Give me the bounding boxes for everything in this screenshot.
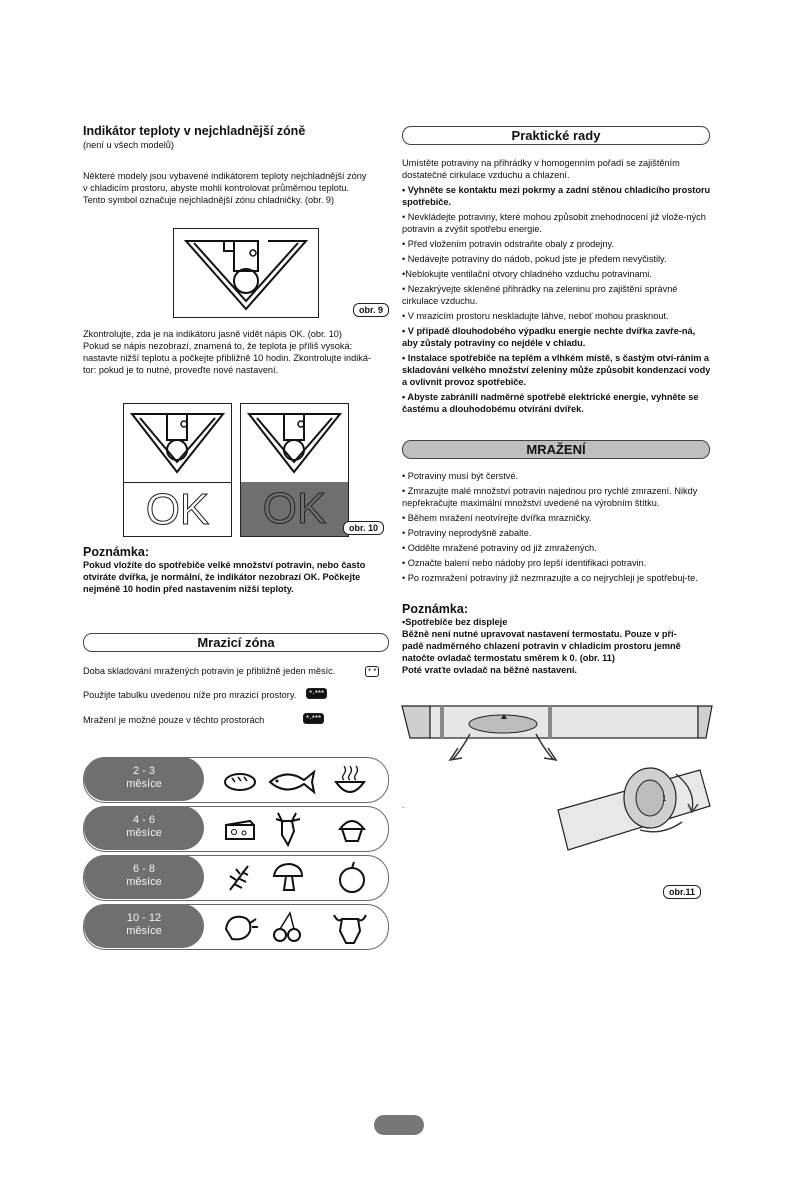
indicator-para-line: Tento symbol označuje nejchladnější zónu chladničky. (obr. 9)	[83, 195, 335, 205]
duration-range: 4 - 6	[132, 814, 155, 826]
cold-zone-indicator-icon	[241, 404, 348, 482]
tip-item: • Instalace spotřebiče na teplém a vlhkém místě, s častým otví-ráním a skladování velkého množství zeleniny může způsobit kondenzaci vody a ovlivnit provoz spotřebiče.	[402, 353, 711, 387]
fig9-tag: obr. 9	[353, 303, 389, 317]
tip-item: • Nedávejte potraviny do nádob, pokud jste je předem nevyčistily.	[402, 254, 667, 264]
indicator-para-line: Některé modely jsou vybavené indikátorem teploty nejchladnější zóny	[83, 171, 367, 181]
apple-icon	[334, 860, 370, 896]
ok-label: OK	[124, 482, 231, 537]
storage-row	[83, 757, 389, 803]
duration-unit: měsíce	[126, 827, 162, 839]
duration-unit: měsíce	[126, 925, 162, 937]
duration-unit: měsíce	[126, 876, 162, 888]
storage-duration-pill	[84, 855, 204, 899]
note-line: natočte ovladač termostatu směrem k 0. (obr. 11)	[402, 653, 615, 663]
cold-zone-indicator-icon	[174, 229, 318, 317]
four-star-icon: *·***	[306, 688, 327, 699]
fig10-tag: obr. 10	[343, 521, 384, 535]
freezer-line-2: Použijte tabulku uvedenou níže pro mrazicí prostory.	[83, 690, 297, 700]
deer-icon	[268, 811, 308, 849]
storage-duration-pill	[84, 806, 204, 850]
freezer-line-1: Doba skladování mražených potravin je přibližně jeden měsíc.	[83, 666, 336, 676]
note-text	[83, 559, 395, 595]
indicator-title: Indikátor teploty v nejchladnější zóně	[83, 124, 306, 138]
storage-duration-pill	[84, 904, 204, 948]
tip-item: • Vyhněte se kontaktu mezi pokrmy a zadní stěnou chladicího prostoru spotřebiče.	[402, 185, 711, 207]
cheese-icon	[222, 811, 258, 847]
tip-item: • V mrazicím prostoru neskladujte láhve, neboť mohou prasknout.	[402, 311, 669, 321]
storage-row	[83, 855, 389, 901]
tips-list	[402, 157, 712, 418]
note-title: Poznámka:	[83, 545, 149, 559]
tip-item: •Neblokujte ventilační otvory chladného vzduchu potravinami.	[402, 269, 652, 279]
cold-zone-indicator-icon	[124, 404, 231, 482]
chicken-icon	[220, 909, 260, 945]
check-para-line: tor: pokud je to nutné, proveďte nové nastavení.	[83, 365, 279, 375]
tip-item: Umístěte potraviny na přihrádky v homogenním pořadí se zajištěním dostatečné cirkulace vzduchu a chlazení.	[402, 158, 680, 180]
two-star-icon: * *	[365, 666, 379, 677]
tip-item: • Nevkládejte potraviny, které mohou způsobit znehodnocení již vlože-ných potravin a zvýšit spotřebu energie.	[402, 212, 706, 234]
duration-range: 6 - 8	[132, 863, 155, 875]
four-star-icon: *·***	[303, 713, 324, 724]
indicator-paragraph	[83, 170, 393, 206]
check-para-line: Zkontrolujte, zda je na indikátoru jasně vidět nápis OK. (obr. 10)	[83, 329, 342, 339]
duration-range: 10 - 12	[126, 912, 162, 924]
note-line: nejméně 10 hodin před nastavením nižší teploty.	[83, 584, 294, 594]
note-line: Běžně není nutné upravovat nastavení termostatu. Pouze v pří-	[402, 629, 677, 639]
cow-icon	[330, 909, 370, 947]
bread-icon	[222, 762, 258, 798]
note-line: otvíráte dvířka, je normální, že indikátor nezobrazí OK. Počkejte	[83, 572, 361, 582]
check-para-line: Pokud se nápis nezobrazí, znamená to, že teplota je příliš vysoká:	[83, 341, 353, 351]
ok-label-dark: OK	[241, 482, 348, 536]
check-paragraph	[83, 328, 393, 376]
freezing-item: • Oddělte mražené potraviny od již zmražených.	[402, 543, 597, 553]
note-title-right: Poznámka:	[402, 602, 468, 616]
tip-item: • V případě dlouhodobého výpadku energie nechte dvířka zavře-ná, aby zůstaly potraviny co nejdéle v chladu.	[402, 326, 696, 348]
tip-item: • Před vložením potravin odstraňte obaly z prodejny.	[402, 239, 614, 249]
storage-duration-pill	[84, 757, 204, 801]
mushroom-icon	[270, 860, 306, 896]
duration-range: 2 - 3	[132, 765, 155, 777]
freezing-list	[402, 470, 712, 587]
freezing-item: • Označte balení nebo nádoby pro lepší identifikaci potravin.	[402, 558, 647, 568]
freezing-item: • Zmrazujte malé množství potravin najednou pro rychlé zmrazení. Nikdy nepřekračujte maximální množství uvedené na výrobním štítku.	[402, 486, 698, 508]
tip-item: • Nezakrývejte skleněné přihrádky na zeleninu pro zajištění správné cirkulace vzduchu.	[402, 284, 678, 306]
storage-row	[83, 806, 389, 852]
note-text-right	[402, 616, 712, 676]
cupcake-icon	[334, 811, 370, 847]
note-line: padě nadměrného chlazení potravin v chladicím prostoru jemně	[402, 641, 681, 651]
freezing-header: MRAŽENÍ	[402, 440, 710, 459]
freezing-item: • Po rozmražení potraviny již nezmrazujte a co nejrychleji je spotřebuj-te.	[402, 573, 698, 583]
page-number-pill	[374, 1115, 424, 1135]
figure-9-indicator	[173, 228, 319, 318]
fig11-tag: obr.11	[663, 885, 701, 899]
vegetable-icon	[222, 860, 258, 896]
cherries-icon	[270, 909, 306, 945]
freezer-line-3: Mražení je možné pouze v těchto prostorách	[83, 715, 265, 725]
freezer-zone-header: Mrazicí zóna	[83, 633, 389, 652]
check-para-line: nastavte nižší teplotu a počkejte přibližně 10 hodin. Zkontrolujte indiká-	[83, 353, 372, 363]
figure-11-thermostat	[400, 700, 715, 905]
svg-text:.: .	[402, 801, 405, 810]
figure-10-ok-hidden	[240, 403, 349, 537]
tip-item: • Abyste zabránili nadměrné spotřebě elektrické energie, vyhněte se častému a dlouhodobému otvírání dvířek.	[402, 392, 699, 414]
soup-bowl-icon	[332, 762, 368, 798]
tips-header: Praktické rady	[402, 126, 710, 145]
note-line: Pokud vložíte do spotřebiče velké množství potravin, nebo často	[83, 560, 366, 570]
knob-mark: 1	[662, 794, 667, 803]
freezing-item: • Potraviny neprodyšně zabalte.	[402, 528, 532, 538]
note-line: Poté vraťte ovladač na běžné nastavení.	[402, 665, 577, 675]
indicator-subtitle: (není u všech modelů)	[83, 140, 174, 150]
indicator-para-line: v chladicím prostoru, abyste mohli kontrolovat průměrnou teplotu.	[83, 183, 350, 193]
duration-unit: měsíce	[126, 778, 162, 790]
freezing-item: • Během mražení neotvírejte dvířka mrazničky.	[402, 513, 592, 523]
storage-row	[83, 904, 389, 950]
fish-icon	[266, 762, 318, 798]
note-line: •Spotřebiče bez displeje	[402, 617, 508, 627]
freezing-item: • Potraviny musí být čerstvé.	[402, 471, 519, 481]
figure-10-ok-visible	[123, 403, 232, 537]
